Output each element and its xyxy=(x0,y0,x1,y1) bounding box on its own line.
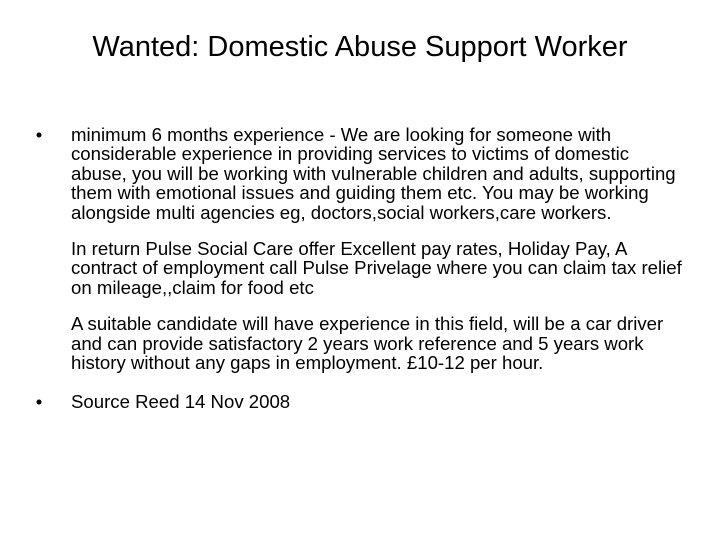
bullet-marker: • xyxy=(35,124,43,145)
paragraph-requirements: A suitable candidate will have experience in this field, will be a car driver and can provide satisfactory 2 years work reference and 5 years work history without any gaps in employment. £10-12 per hour. xyxy=(71,313,664,374)
slide-title: Wanted: Domestic Abuse Support Worker xyxy=(92,31,628,63)
bullet-marker: • xyxy=(35,391,43,413)
slide-body xyxy=(29,125,689,412)
bullet-item xyxy=(29,392,689,411)
bullet-text: Source Reed 14 Nov 2008 xyxy=(71,391,291,413)
paragraph-pay: In return Pulse Social Care offer Excellent pay rates, Holiday Pay, A contract of employment call Pulse Privelage where you can claim tax relief on mileage,,claim for food etc xyxy=(71,238,682,298)
bullet-text: minimum 6 months experience - We are looking for someone with considerable experience in providing services to victims of domestic abuse, you will be working with vulnerable children and adults, supporting them with emotional issues and guiding them etc. You may be working alongside multi agencies eg, doctors,social workers,care workers. xyxy=(71,124,676,223)
bullet-item xyxy=(29,125,689,222)
